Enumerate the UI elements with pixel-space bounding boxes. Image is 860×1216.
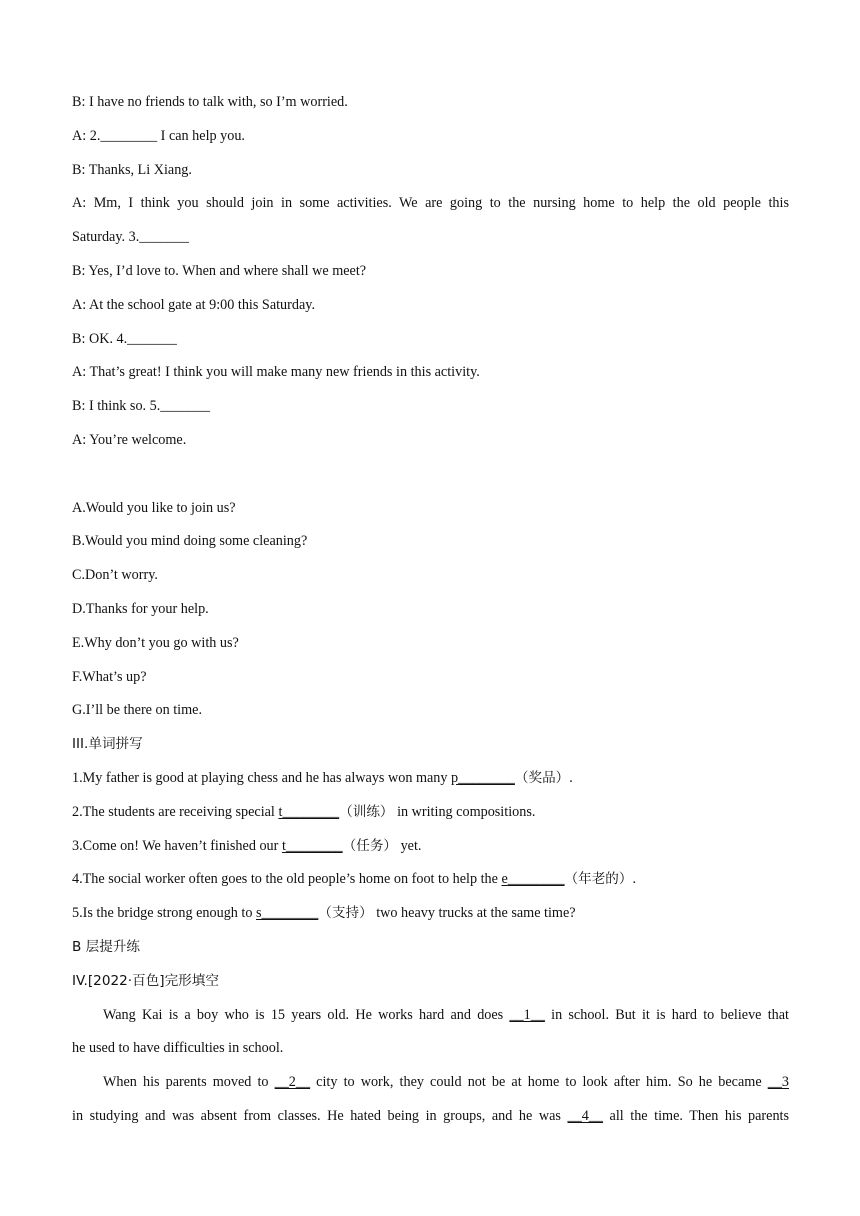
initial-letter: e	[501, 871, 508, 888]
section-heading: III.单词拼写	[72, 736, 143, 753]
dialogue-line: A: 2.________ I can help you.	[72, 127, 245, 144]
spelling-list	[72, 762, 789, 931]
spelling-item	[72, 796, 789, 830]
cloze-blank-4: __4__	[567, 1107, 603, 1124]
item-text: 5.Is the bridge strong enough to	[72, 905, 257, 922]
chinese-hint: （年老的）	[564, 871, 633, 888]
item-text-end: in writing compositions.	[393, 803, 536, 820]
cloze-passage	[72, 999, 789, 1134]
item-text: 2.The students are receiving special	[72, 803, 279, 820]
cloze-blank-1: __1__	[509, 1006, 545, 1023]
chinese-hint: （支持）	[318, 905, 373, 922]
dialogue	[72, 86, 789, 458]
item-text-end: .	[569, 769, 573, 786]
item-text: 1.My father is good at playing chess and he has always won many	[72, 769, 452, 786]
option-item: F.What’s up?	[72, 668, 147, 685]
answer-blank	[278, 804, 339, 820]
item-text: 4.The social worker often goes to the old people’s home on foot to help the	[72, 871, 502, 888]
dialogue-line: B: I think so. 5._______	[72, 398, 210, 415]
option-item: E.Why don’t you go with us?	[72, 634, 239, 651]
document-content	[72, 86, 789, 1134]
dialogue-line: B: I have no friends to talk with, so I’m worried.	[72, 94, 348, 110]
spelling-item	[72, 830, 789, 864]
option-item: A.Would you like to join us?	[72, 499, 236, 516]
passage-text: Wang Kai is a boy who is 15 years old. He works hard and does	[103, 1006, 510, 1023]
blank-line: ________	[285, 837, 343, 854]
option-item: B.Would you mind doing some cleaning?	[72, 533, 308, 550]
passage-text: in school. But it is hard to believe that	[544, 1006, 789, 1023]
dialogue-line: B: OK. 4._______	[72, 330, 177, 347]
initial-letter: s	[256, 905, 262, 922]
dialogue-line: B: Thanks, Li Xiang.	[72, 161, 192, 178]
passage-text: in studying and was absent from classes. He hated being in groups, and he was	[72, 1107, 568, 1124]
cloze-blank-2: __2__	[274, 1074, 311, 1091]
blank-line: ________	[507, 871, 565, 888]
blank-line: ________	[261, 905, 319, 922]
answer-blank	[256, 905, 318, 921]
answer-blank	[451, 770, 515, 786]
item-text-end: yet.	[397, 837, 422, 854]
spelling-item	[72, 897, 789, 931]
dialogue-line: Saturday. 3._______	[72, 229, 189, 246]
spelling-item	[72, 762, 789, 796]
dialogue-line: B: Yes, I’d love to. When and where shall we meet?	[72, 262, 367, 279]
level-heading: B 层提升练	[72, 938, 141, 955]
blank-line: ________	[282, 803, 340, 820]
dialogue-line: A: At the school gate at 9:00 this Saturday.	[72, 296, 315, 313]
option-list	[72, 492, 789, 729]
passage-line: he used to have difficulties in school.	[72, 1040, 284, 1057]
cloze-blank-3: __3	[767, 1074, 790, 1091]
passage-text: city to work, they could not be at home to look after him. So he became	[310, 1074, 768, 1091]
spacer	[72, 458, 789, 492]
answer-blank	[501, 871, 564, 887]
chinese-hint: （奖品）	[514, 769, 570, 786]
dialogue-line: A: That’s great! I think you will make many new friends in this activity.	[72, 364, 480, 381]
dialogue-line: A: You’re welcome.	[72, 431, 187, 448]
section-heading: IV.[2022·百色]完形填空	[72, 972, 219, 989]
initial-letter: t	[278, 803, 283, 820]
passage-text: all the time. Then his parents	[602, 1107, 789, 1124]
initial-letter: p	[451, 769, 459, 786]
passage-text: When his parents moved to	[103, 1074, 275, 1091]
passage-line	[72, 999, 789, 1033]
passage-line	[72, 1066, 789, 1100]
answer-blank	[282, 838, 343, 854]
option-item: D.Thanks for your help.	[72, 600, 209, 617]
item-text-end: .	[632, 871, 637, 888]
chinese-hint: （任务）	[342, 837, 398, 854]
option-item: C.Don’t worry.	[72, 567, 158, 584]
blank-line: ________	[458, 769, 515, 786]
item-text-end: two heavy trucks at the same time?	[372, 905, 576, 922]
initial-letter: t	[281, 837, 286, 854]
option-item: G.I’ll be there on time.	[72, 702, 203, 719]
chinese-hint: （训练）	[339, 803, 394, 820]
spelling-item	[72, 863, 789, 897]
passage-line	[72, 1100, 789, 1134]
item-text: 3.Come on! We haven’t finished our	[72, 837, 282, 854]
dialogue-line: A: Mm, I think you should join in some activities. We are going to the nursing home to help the old people this	[72, 195, 789, 212]
